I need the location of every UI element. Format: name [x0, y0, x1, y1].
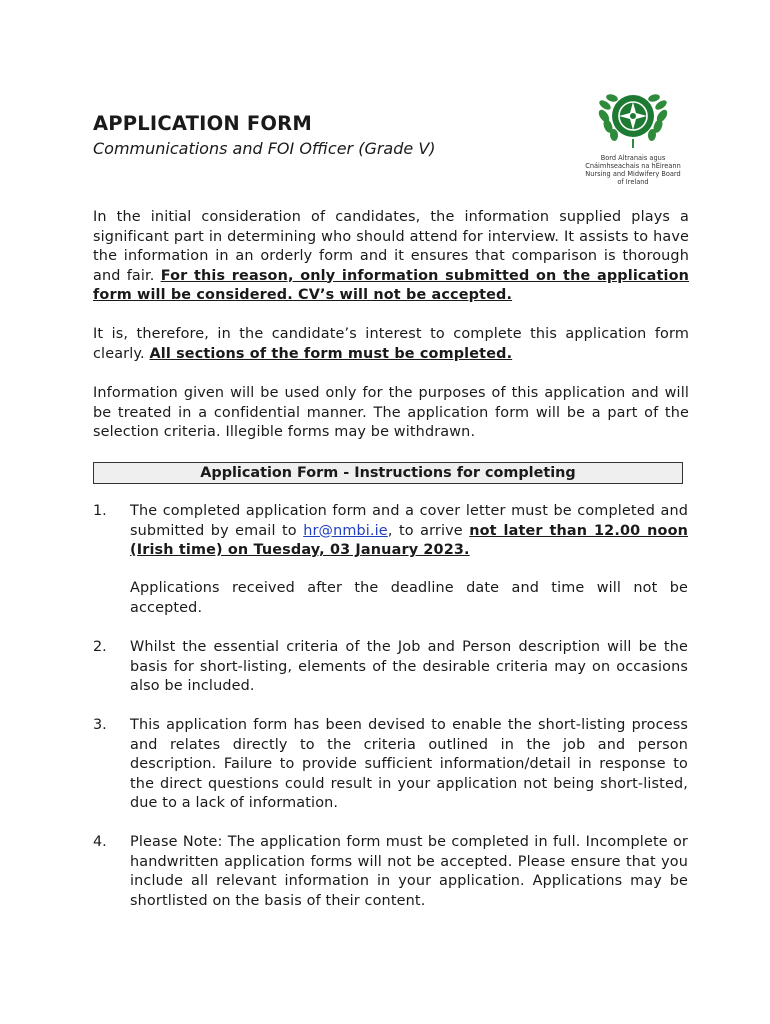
- all-sections-warning: All sections of the form must be completed.: [149, 345, 513, 362]
- logo-irish-line-2: Cnáimhseachais na hÉireann: [585, 162, 681, 170]
- instruction-item-4: Please Note: The application form must be completed in full. Incomplete or handwritten application forms will not be accepted. Please ensure that you include all relevant information in your application. Applications may be shortlisted on the basis of their content.: [130, 834, 688, 909]
- instruction-item-1: The completed application form and a cover letter must be completed and submitted by email to hr@nmbi.ie, to arrive not later than 12.00 noon (Irish time) on Tuesday, 03 January 2023.: [130, 503, 688, 558]
- logo-caption: [578, 154, 688, 186]
- item-number: 3.: [93, 717, 107, 733]
- deadline-text: not later than 12.00 noon (Irish time) on Tuesday, 03 January 2023.: [130, 522, 688, 558]
- cv-warning: For this reason, only information submitted on the application form will be considered. CV’s will not be accepted.: [93, 267, 690, 303]
- item-number: 2.: [93, 639, 107, 655]
- logo-english-line-1: Nursing and Midwifery Board: [585, 170, 681, 178]
- instructions-heading: Application Form - Instructions for completing: [93, 462, 683, 484]
- intro-paragraph-3: Information given will be used only for the purposes of this application and will be treated in a confidential manner. The application form will be a part of the selection criteria. Illegible forms may be withdrawn.: [93, 385, 689, 440]
- logo-irish-line-1: Bord Altranais agus: [600, 154, 666, 162]
- email-link[interactable]: hr@nmbi.ie: [303, 522, 388, 539]
- page-title: APPLICATION FORM: [93, 112, 313, 135]
- intro-paragraph-2: It is, therefore, in the candidate’s interest to complete this application form clearly. All sections of the form must be completed.: [93, 326, 689, 362]
- instruction-item-3: This application form has been devised to enable the short-listing process and relates directly to the criteria outlined in the job and person description. Failure to provide sufficient information/detail in response to the direct questions could result in your application not being short-listed, due to a lack of information.: [130, 717, 688, 811]
- instruction-item-2: Whilst the essential criteria of the Job and Person description will be the basis for short-listing, elements of the desirable criteria may on occasions also be included.: [130, 639, 688, 694]
- page-subtitle: Communications and FOI Officer (Grade V): [93, 139, 436, 158]
- instruction-item-1-note: Applications received after the deadline date and time will not be accepted.: [130, 580, 688, 616]
- item-number: 4.: [93, 834, 107, 850]
- logo-english-line-2: of Ireland: [617, 178, 649, 186]
- intro-paragraph-1: In the initial consideration of candidates, the information supplied plays a significant part in determining who should attend for interview. It assists to have the information in an orderly form and it ensures that comparison is thorough and fair. For this reason, only information submitted on the application form will be considered. CV’s will not be accepted.: [93, 209, 690, 303]
- item-number: 1.: [93, 503, 107, 519]
